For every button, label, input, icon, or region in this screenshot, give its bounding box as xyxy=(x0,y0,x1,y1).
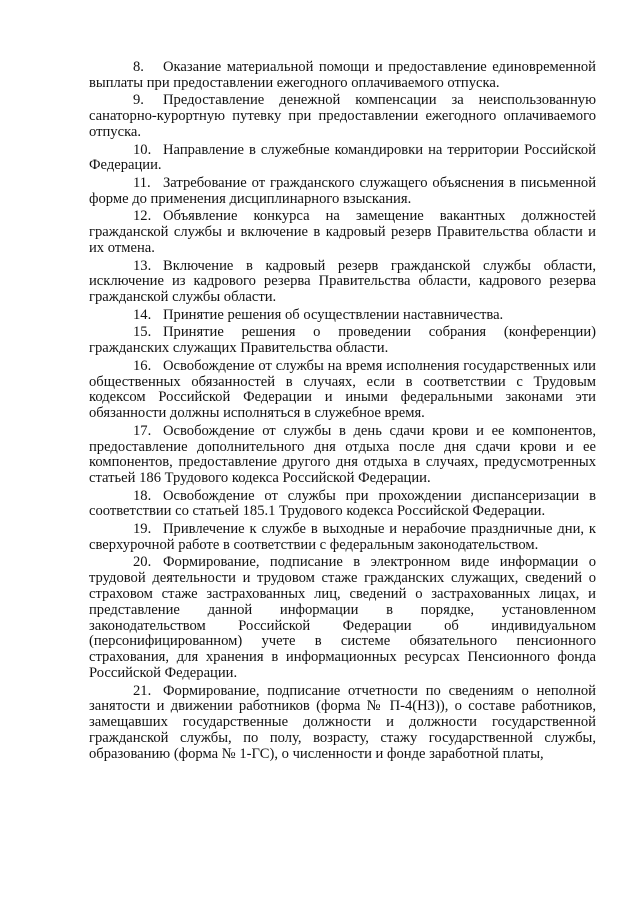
item-number: 10. xyxy=(133,141,152,158)
item-number: 18. xyxy=(133,487,152,504)
item-number: 9. xyxy=(133,92,144,109)
item-number: 21. xyxy=(133,682,152,699)
list-item xyxy=(89,209,596,256)
item-text: Освобождение от службы при прохождении диспансеризации в соответствии со статьей 185.1 Трудового кодекса Российской Федерации. xyxy=(89,487,596,520)
list-item xyxy=(89,93,596,140)
item-number: 19. xyxy=(133,521,152,538)
item-number: 20. xyxy=(133,554,152,571)
list-item xyxy=(89,489,596,521)
item-text: Оказание материальной помощи и предоставление единовременной выплаты при предоставлении ежегодного оплачиваемого отпуска. xyxy=(89,59,596,91)
item-text: Затребование от гражданского служащего объяснения в письменной форме до применения дисциплинарного взыскания. xyxy=(89,174,596,207)
item-text: Принятие решения о проведении собрания (конференции) гражданских служащих Правительства области. xyxy=(89,324,596,357)
item-text: Формирование, подписание отчетности по сведениям о неполной занятости и движении работников (форма № П-4(НЗ)), о составе работников, замещавших государственные должности и должности государственной гражданской службы, по полу, возрасту, стажу государственной службы, образованию (форма № 1-ГС), о численности и фонде заработной платы, xyxy=(89,682,596,762)
item-text: Объявление конкурса на замещение вакантных должностей гражданской службы и включение в кадровый резерв Правительства области и их отмена. xyxy=(89,208,596,256)
item-number: 14. xyxy=(133,306,152,323)
list-item xyxy=(89,522,596,554)
list-item xyxy=(89,555,596,681)
item-number: 8. xyxy=(133,59,144,75)
list-item xyxy=(89,176,596,208)
item-number: 13. xyxy=(133,257,152,274)
item-number: 12. xyxy=(133,208,152,225)
item-text: Освобождение от службы в день сдачи крови и ее компонентов, предоставление дополнительного дня отдыха после дня сдачи крови и ее компонентов, предоставление другого дня отдыха в случаях, предусмотренных статьей 186 Трудового кодекса Российской Федерации. xyxy=(89,422,596,487)
item-number: 15. xyxy=(133,324,152,341)
item-text: Направление в служебные командировки на территории Российской Федерации. xyxy=(89,141,596,174)
item-text: Освобождение от службы на время исполнения государственных или общественных обязанностей в случаях, если в соответствии с Трудовым кодексом Российской Федерации и иными федеральными законами эти обязанности должны исполняться в служебное время. xyxy=(89,357,596,422)
list-item xyxy=(89,259,596,306)
item-text: Предоставление денежной компенсации за неиспользованную санаторно-курортную путевку при предоставлении ежегодного оплачиваемого отпуска. xyxy=(89,92,596,140)
list-item xyxy=(89,424,596,487)
list-item xyxy=(89,325,596,357)
item-text: Принятие решения об осуществлении наставничества. xyxy=(163,306,504,323)
list-item xyxy=(89,308,596,324)
item-number: 11. xyxy=(133,174,151,191)
list-item xyxy=(89,359,596,422)
item-text: Привлечение к службе в выходные и нерабочие праздничные дни, к сверхурочной работе в соответствии с федеральным законодательством. xyxy=(89,521,596,553)
item-text: Формирование, подписание в электронном виде информации о трудовой деятельности и трудовом стаже гражданских служащих, сведений о страховом стаже застрахованных лиц, сведений о застрахованных лицах, и представление данной информации в порядке, установленном законодательством Российской Федерации об индивидуальном (персонифицированном) учете в системе обязательного пенсионного страхования, для хранения в информационных ресурсах Пенсионного фонда Российской Федерации. xyxy=(89,554,596,682)
item-number: 16. xyxy=(133,357,152,374)
list-item xyxy=(89,684,596,763)
item-number: 17. xyxy=(133,422,152,439)
list-item xyxy=(89,60,596,92)
list-item xyxy=(89,143,596,175)
item-text: Включение в кадровый резерв гражданской службы области, исключение из кадрового резерва Правительства области, кадрового резерва гражданской службы области. xyxy=(89,257,596,306)
